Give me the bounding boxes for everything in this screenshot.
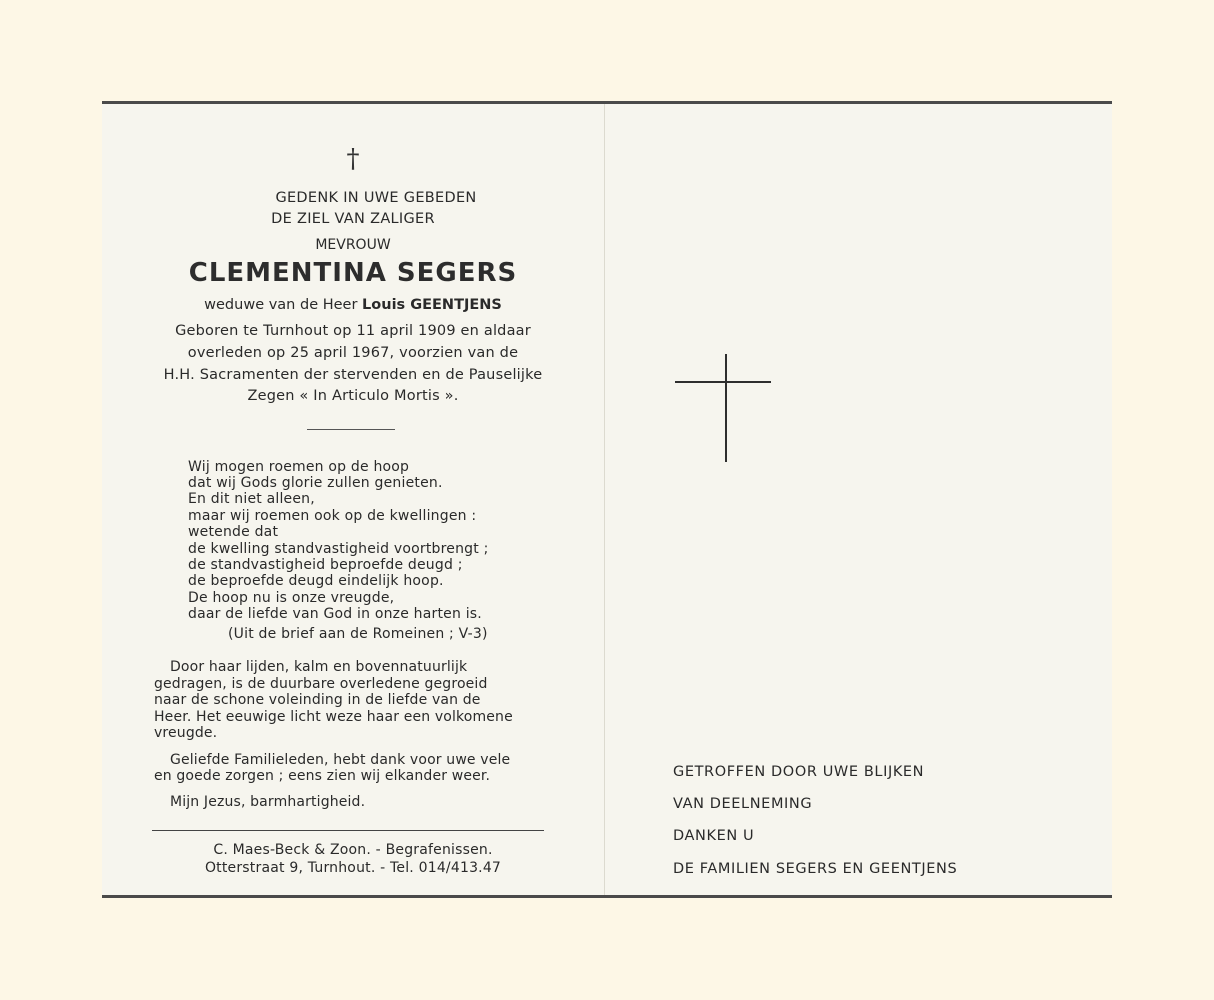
header-line-1: GEDENK IN UWE GEBEDEN	[275, 190, 477, 206]
birth-line: overleden op 25 april 1967, voorzien van de	[187, 345, 519, 361]
birth-line: Zegen « In Articulo Mortis ».	[247, 388, 459, 404]
verse-line: de beproefde deugd eindelijk hoop.	[188, 573, 444, 589]
verse-line: de kwelling standvastigheid voortbrengt ;	[188, 541, 489, 557]
thanks-line: GETROFFEN DOOR UWE BLIJKEN	[673, 764, 925, 780]
divider	[152, 830, 544, 831]
prayer: Mijn Jezus, barmhartigheid.	[170, 794, 366, 810]
printer-line-1: C. Maes-Beck & Zoon. - Begrafenissen.	[213, 842, 493, 858]
thanks-line: VAN DEELNEMING	[673, 796, 813, 812]
verse-line: dat wij Gods glorie zullen genieten.	[188, 475, 443, 491]
widow-prefix: weduwe van de Heer	[204, 297, 358, 313]
paragraph-line: Door haar lijden, kalm en bovennatuurlijk	[170, 659, 468, 675]
verse-line: de standvastigheid beproefde deugd ;	[188, 557, 463, 573]
widow-line	[102, 297, 604, 313]
paragraph-line: gedragen, is de duurbare overledene gegroeid	[154, 676, 488, 692]
paragraph-line: Geliefde Familieleden, hebt dank voor uwe vele	[170, 752, 511, 768]
printer-line-2: Otterstraat 9, Turnhout. - Tel. 014/413.47	[204, 860, 502, 876]
husband-name: Louis GEENTJENS	[362, 297, 502, 313]
small-cross-icon: †	[346, 144, 360, 174]
deceased-name: CLEMENTINA SEGERS	[188, 258, 518, 288]
memorial-card	[102, 101, 1112, 898]
verse-line: daar de liefde van God in onze harten is.	[188, 606, 482, 622]
verse-line: En dit niet alleen,	[188, 491, 315, 507]
paragraph-line: naar de schone voleinding in de liefde van de	[154, 692, 481, 708]
citation: (Uit de brief aan de Romeinen ; V-3)	[228, 626, 488, 642]
birth-line: Geboren te Turnhout op 11 april 1909 en aldaar	[175, 323, 531, 339]
verse-line: Wij mogen roemen op de hoop	[188, 459, 410, 475]
left-panel	[102, 104, 604, 895]
birth-line: H.H. Sacramenten der stervenden en de Pauselijke	[163, 367, 543, 383]
divider	[307, 429, 395, 430]
thanks-line: DE FAMILIEN SEGERS EN GEENTJENS	[673, 861, 958, 877]
verse-line: wetende dat	[188, 524, 279, 540]
paragraph-line: en goede zorgen ; eens zien wij elkander weer.	[154, 768, 491, 784]
large-cross-icon	[675, 354, 775, 464]
thanks-line: DANKEN U	[673, 828, 755, 844]
paragraph-line: vreugde.	[154, 725, 218, 741]
verse-line: maar wij roemen ook op de kwellingen :	[188, 508, 477, 524]
honorific: MEVROUW	[315, 237, 391, 253]
verse-line: De hoop nu is onze vreugde,	[188, 590, 395, 606]
header-line-2: DE ZIEL VAN ZALIGER	[271, 211, 435, 227]
paragraph-line: Heer. Het eeuwige licht weze haar een volkomene	[154, 709, 513, 725]
right-panel	[605, 104, 1112, 895]
